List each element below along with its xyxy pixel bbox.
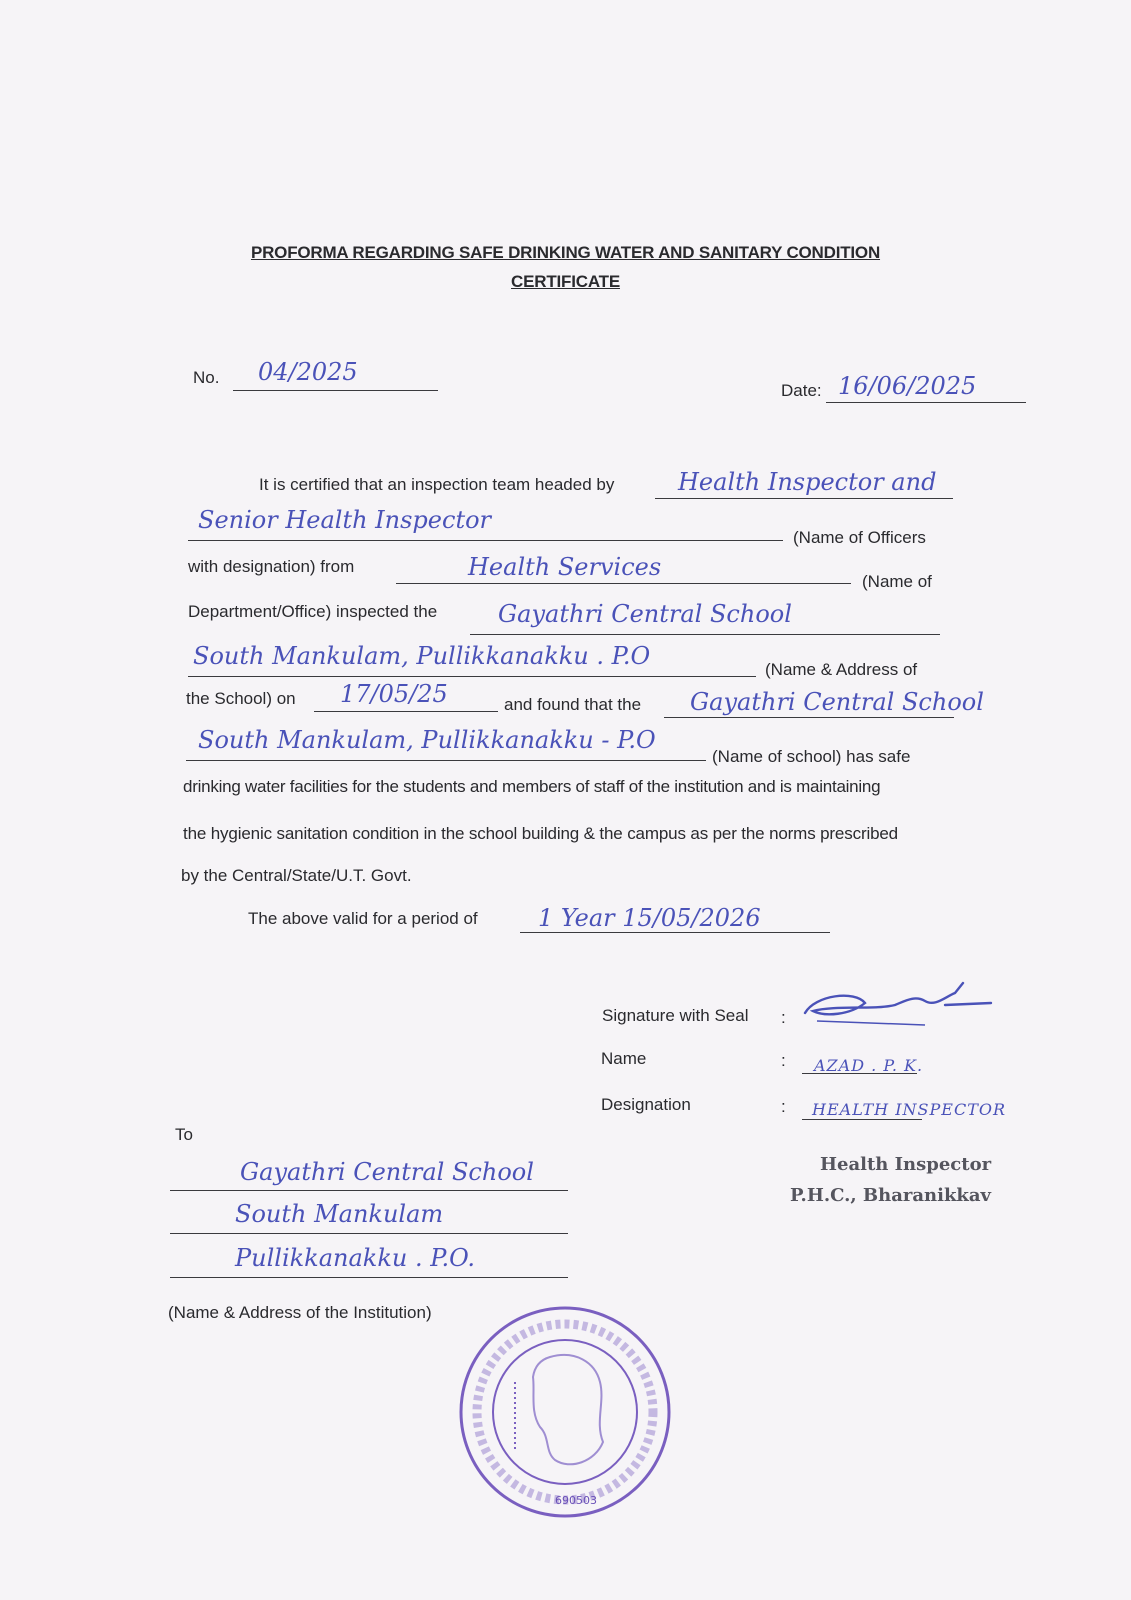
text-with-designation: with designation) from	[188, 557, 355, 576]
text-dept-office: Department/Office) inspected the	[188, 602, 438, 621]
valid-rule	[520, 932, 830, 933]
designation-colon: :	[781, 1097, 786, 1116]
number-value: 04/2025	[258, 358, 358, 386]
designation-rule	[802, 1119, 922, 1120]
document-subtitle: CERTIFICATE	[511, 272, 620, 291]
designation-label: Designation	[601, 1095, 691, 1114]
school-rule-2	[188, 676, 756, 677]
text-name-address-of: (Name & Address of	[765, 660, 918, 679]
address-rule-2	[170, 1233, 568, 1234]
name-label: Name	[601, 1049, 647, 1068]
date-rule	[826, 402, 1026, 403]
date-label: Date:	[781, 381, 822, 400]
inspection-date-value: 17/05/25	[340, 680, 448, 708]
text-found-that: and found that the	[504, 695, 642, 714]
text-hygienic: the hygienic sanitation condition in the school building & the campus as per the norms prescribed	[183, 824, 898, 843]
school2-line-1: Gayathri Central School	[690, 688, 984, 716]
number-rule	[233, 390, 438, 391]
department-value: Health Services	[468, 553, 662, 581]
date-value: 16/06/2025	[838, 372, 977, 400]
designation-value: HEALTH INSPECTOR	[812, 1100, 1007, 1119]
text-drinking-water: drinking water facilities for the students and members of staff of the institution and is maintaining	[183, 777, 881, 796]
school2-rule-1	[664, 717, 954, 718]
officer-line-1: Health Inspector and	[678, 468, 937, 496]
valid-value: 1 Year 15/05/2026	[538, 904, 761, 932]
round-seal-stamp	[455, 1302, 675, 1522]
number-label: No.	[193, 368, 220, 387]
text-valid-period: The above valid for a period of	[248, 909, 478, 928]
office-stamp-line-2: P.H.C., Bharanikkav	[790, 1185, 992, 1206]
address-rule-3	[170, 1277, 568, 1278]
text-certified: It is certified that an inspection team headed by	[259, 475, 615, 494]
name-value: AZAD . P. K.	[814, 1056, 924, 1075]
to-label: To	[175, 1125, 193, 1144]
institution-note: (Name & Address of the Institution)	[168, 1303, 432, 1322]
office-stamp-line-1: Health Inspector	[820, 1154, 992, 1175]
address-line-3: Pullikkanakku . P.O.	[235, 1244, 476, 1272]
officer-rule-1	[655, 498, 953, 499]
signature-colon: :	[781, 1008, 786, 1027]
text-school-on: the School) on	[186, 689, 296, 708]
school2-line-2: South Mankulam, Pullikkanakku - P.O	[198, 726, 656, 754]
school2-rule-2	[186, 760, 706, 761]
document-title: PROFORMA REGARDING SAFE DRINKING WATER AND SANITARY CONDITION	[250, 243, 881, 262]
text-name-of-school: (Name of school) has safe	[712, 747, 911, 766]
name-colon: :	[781, 1051, 786, 1070]
officer-line-2: Senior Health Inspector	[198, 506, 492, 534]
school-line-2: South Mankulam, Pullikkanakku . P.O	[193, 642, 651, 670]
school-rule-1	[470, 634, 940, 635]
officer-rule-2	[188, 540, 783, 541]
text-name-of-officers: (Name of Officers	[793, 528, 926, 547]
department-rule	[396, 583, 851, 584]
address-line-1: Gayathri Central School	[240, 1158, 534, 1186]
text-name-of: (Name of	[862, 572, 932, 591]
address-line-2: South Mankulam	[235, 1200, 444, 1228]
signature-label: Signature with Seal	[602, 1006, 749, 1025]
signature-scribble	[795, 975, 995, 1035]
text-central-govt: by the Central/State/U.T. Govt.	[181, 866, 412, 885]
school-line-1: Gayathri Central School	[498, 600, 792, 628]
seal-pin-text: 690503	[555, 1494, 597, 1507]
address-rule-1	[170, 1190, 568, 1191]
inspection-date-rule	[314, 711, 498, 712]
